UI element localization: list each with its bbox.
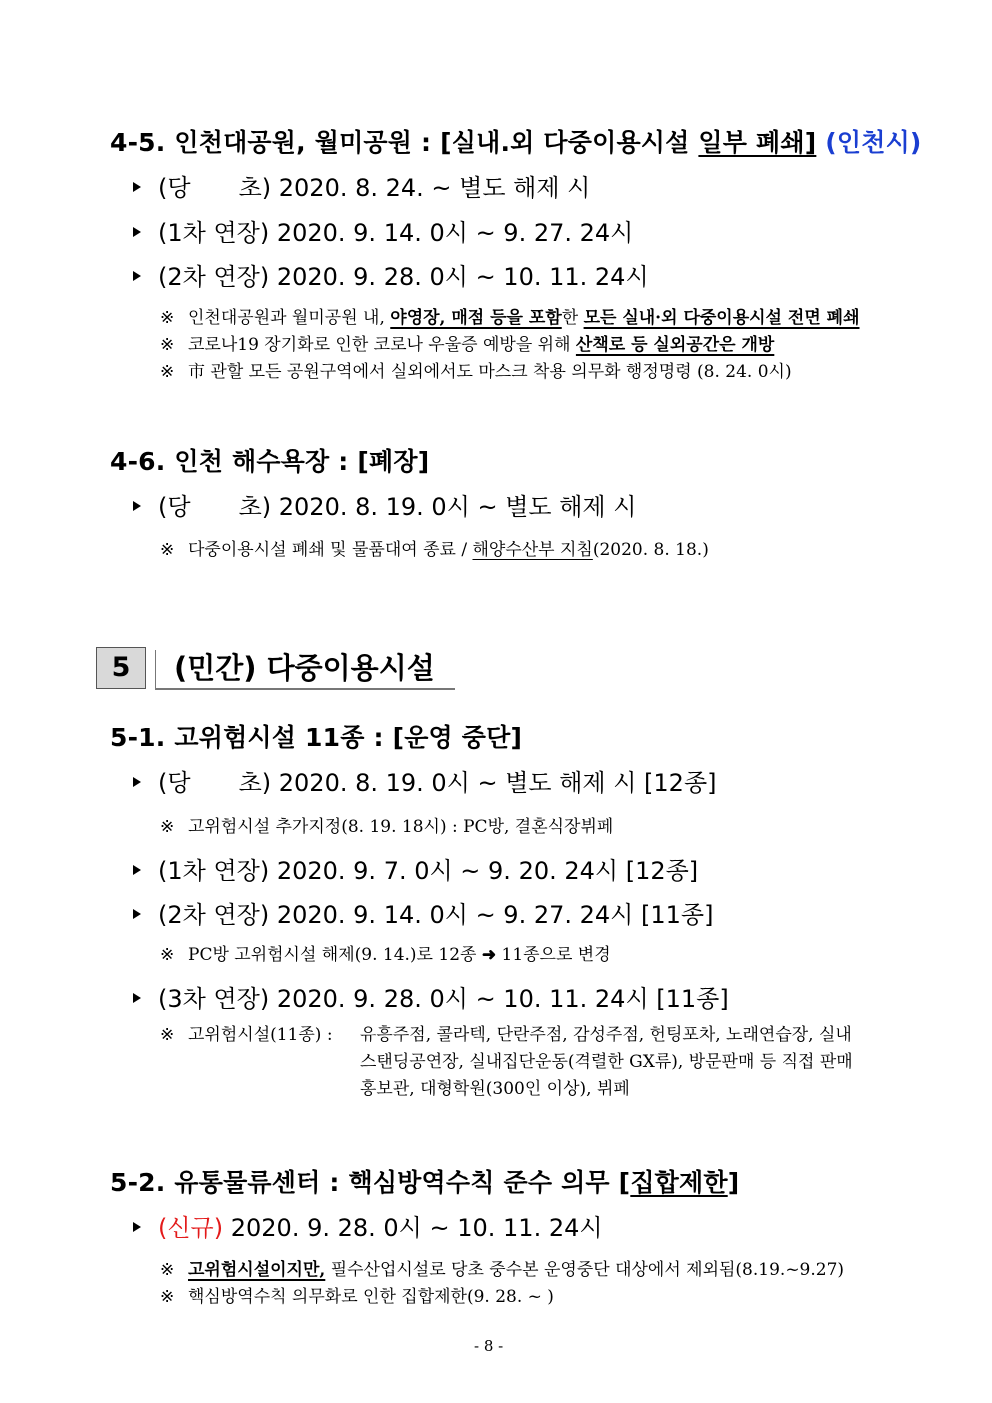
period-item: (1차 연장) 2020. 9. 14. 0시 ~ 9. 27. 24시 bbox=[133, 213, 633, 248]
arrow-right-icon: ➜ bbox=[481, 945, 497, 965]
note-line: ※ 고위험시설(11종) : bbox=[160, 1022, 333, 1049]
city-label: (인천시) bbox=[825, 128, 922, 157]
note-line: ※ 핵심방역수칙 의무화로 인한 집합제한(9. 28. ~ ) bbox=[160, 1287, 554, 1307]
bullet-triangle-icon bbox=[133, 909, 141, 919]
period-item: (당 초) 2020. 8. 19. 0시 ~ 별도 해제 시 [12종] bbox=[133, 763, 717, 798]
period-item: (1차 연장) 2020. 9. 7. 0시 ~ 9. 20. 24시 [12종] bbox=[133, 851, 698, 886]
period-item: (2차 연장) 2020. 9. 14. 0시 ~ 9. 27. 24시 [11종] bbox=[133, 895, 713, 930]
note-line: ※ 고위험시설 추가지정(8. 19. 18시) : PC방, 결혼식장뷔페 bbox=[160, 817, 614, 837]
bullet-triangle-icon bbox=[133, 182, 141, 192]
note-line: ※ PC방 고위험시설 해제(9. 14.)로 12종 ➜ 11종으로 변경 bbox=[160, 945, 611, 965]
reference-mark-icon: ※ bbox=[160, 1260, 175, 1280]
note-line: ※ 市 관할 모든 공원구역에서 실외에서도 마스크 착용 의무화 행정명령 (8. 24. 0시) bbox=[160, 362, 792, 382]
bullet-triangle-icon bbox=[133, 777, 141, 787]
page-number: - 8 - bbox=[474, 1337, 504, 1355]
note-line: ※ 다중이용시설 폐쇄 및 물품대여 종료 / 해양수산부 지침(2020. 8. 18.) bbox=[160, 540, 709, 560]
heading-4-6: 4-6. 인천 해수욕장 : [폐장] bbox=[110, 447, 430, 476]
reference-mark-icon: ※ bbox=[160, 1025, 175, 1045]
reference-mark-icon: ※ bbox=[160, 817, 175, 837]
note-line: ※ 인천대공원과 월미공원 내, 야영장, 매점 등을 포함한 모든 실내·외 다중이용시설 전면 폐쇄 bbox=[160, 308, 860, 328]
reference-mark-icon: ※ bbox=[160, 945, 175, 965]
reference-mark-icon: ※ bbox=[160, 540, 175, 560]
bullet-triangle-icon bbox=[133, 993, 141, 1003]
bullet-triangle-icon bbox=[133, 501, 141, 511]
facility-list: 유흥주점, 콜라텍, 단란주점, 감성주점, 헌팅포차, 노래연습장, 실내 스탠딩공연장, 실내집단운동(격렬한 GX류), 방문판매 등 직접 판매 홍보관, 대형학원(300인 이상), 뷔페 bbox=[360, 1025, 853, 1099]
heading-5-1: 5-1. 고위험시설 11종 : [운영 중단] bbox=[110, 723, 523, 752]
period-item: (신규) 2020. 9. 28. 0시 ~ 10. 11. 24시 bbox=[133, 1208, 603, 1243]
bullet-triangle-icon bbox=[133, 227, 141, 237]
bullet-triangle-icon bbox=[133, 271, 141, 281]
reference-mark-icon: ※ bbox=[160, 308, 175, 328]
period-item: (당 초) 2020. 8. 24. ~ 별도 해제 시 bbox=[133, 168, 590, 203]
bullet-triangle-icon bbox=[133, 865, 141, 875]
section-number-box: 5 bbox=[96, 647, 146, 689]
period-item: (3차 연장) 2020. 9. 28. 0시 ~ 10. 11. 24시 [11종] bbox=[133, 979, 729, 1014]
bullet-triangle-icon bbox=[133, 1222, 141, 1232]
period-item: (당 초) 2020. 8. 19. 0시 ~ 별도 해제 시 bbox=[133, 487, 636, 522]
heading-5-2: 5-2. 유통물류센터 : 핵심방역수칙 준수 의무 [집합제한] bbox=[110, 1168, 740, 1197]
reference-mark-icon: ※ bbox=[160, 1287, 175, 1307]
period-item: (2차 연장) 2020. 9. 28. 0시 ~ 10. 11. 24시 bbox=[133, 257, 649, 292]
new-label: (신규) bbox=[158, 1214, 224, 1242]
section-title: (민간) 다중이용시설 bbox=[155, 650, 455, 690]
reference-mark-icon: ※ bbox=[160, 335, 175, 355]
note-line: ※ 코로나19 장기화로 인한 코로나 우울증 예방을 위해 산책로 등 실외공간은 개방 bbox=[160, 335, 775, 355]
note-line: ※ 고위험시설이지만, 필수산업시설로 당초 중수본 운영중단 대상에서 제외됨(8.19.~9.27) bbox=[160, 1260, 845, 1280]
reference-mark-icon: ※ bbox=[160, 362, 175, 382]
heading-4-5: 4-5. 인천대공원, 월미공원 : [실내.외 다중이용시설 일부 폐쇄] (인천시) bbox=[110, 128, 922, 157]
